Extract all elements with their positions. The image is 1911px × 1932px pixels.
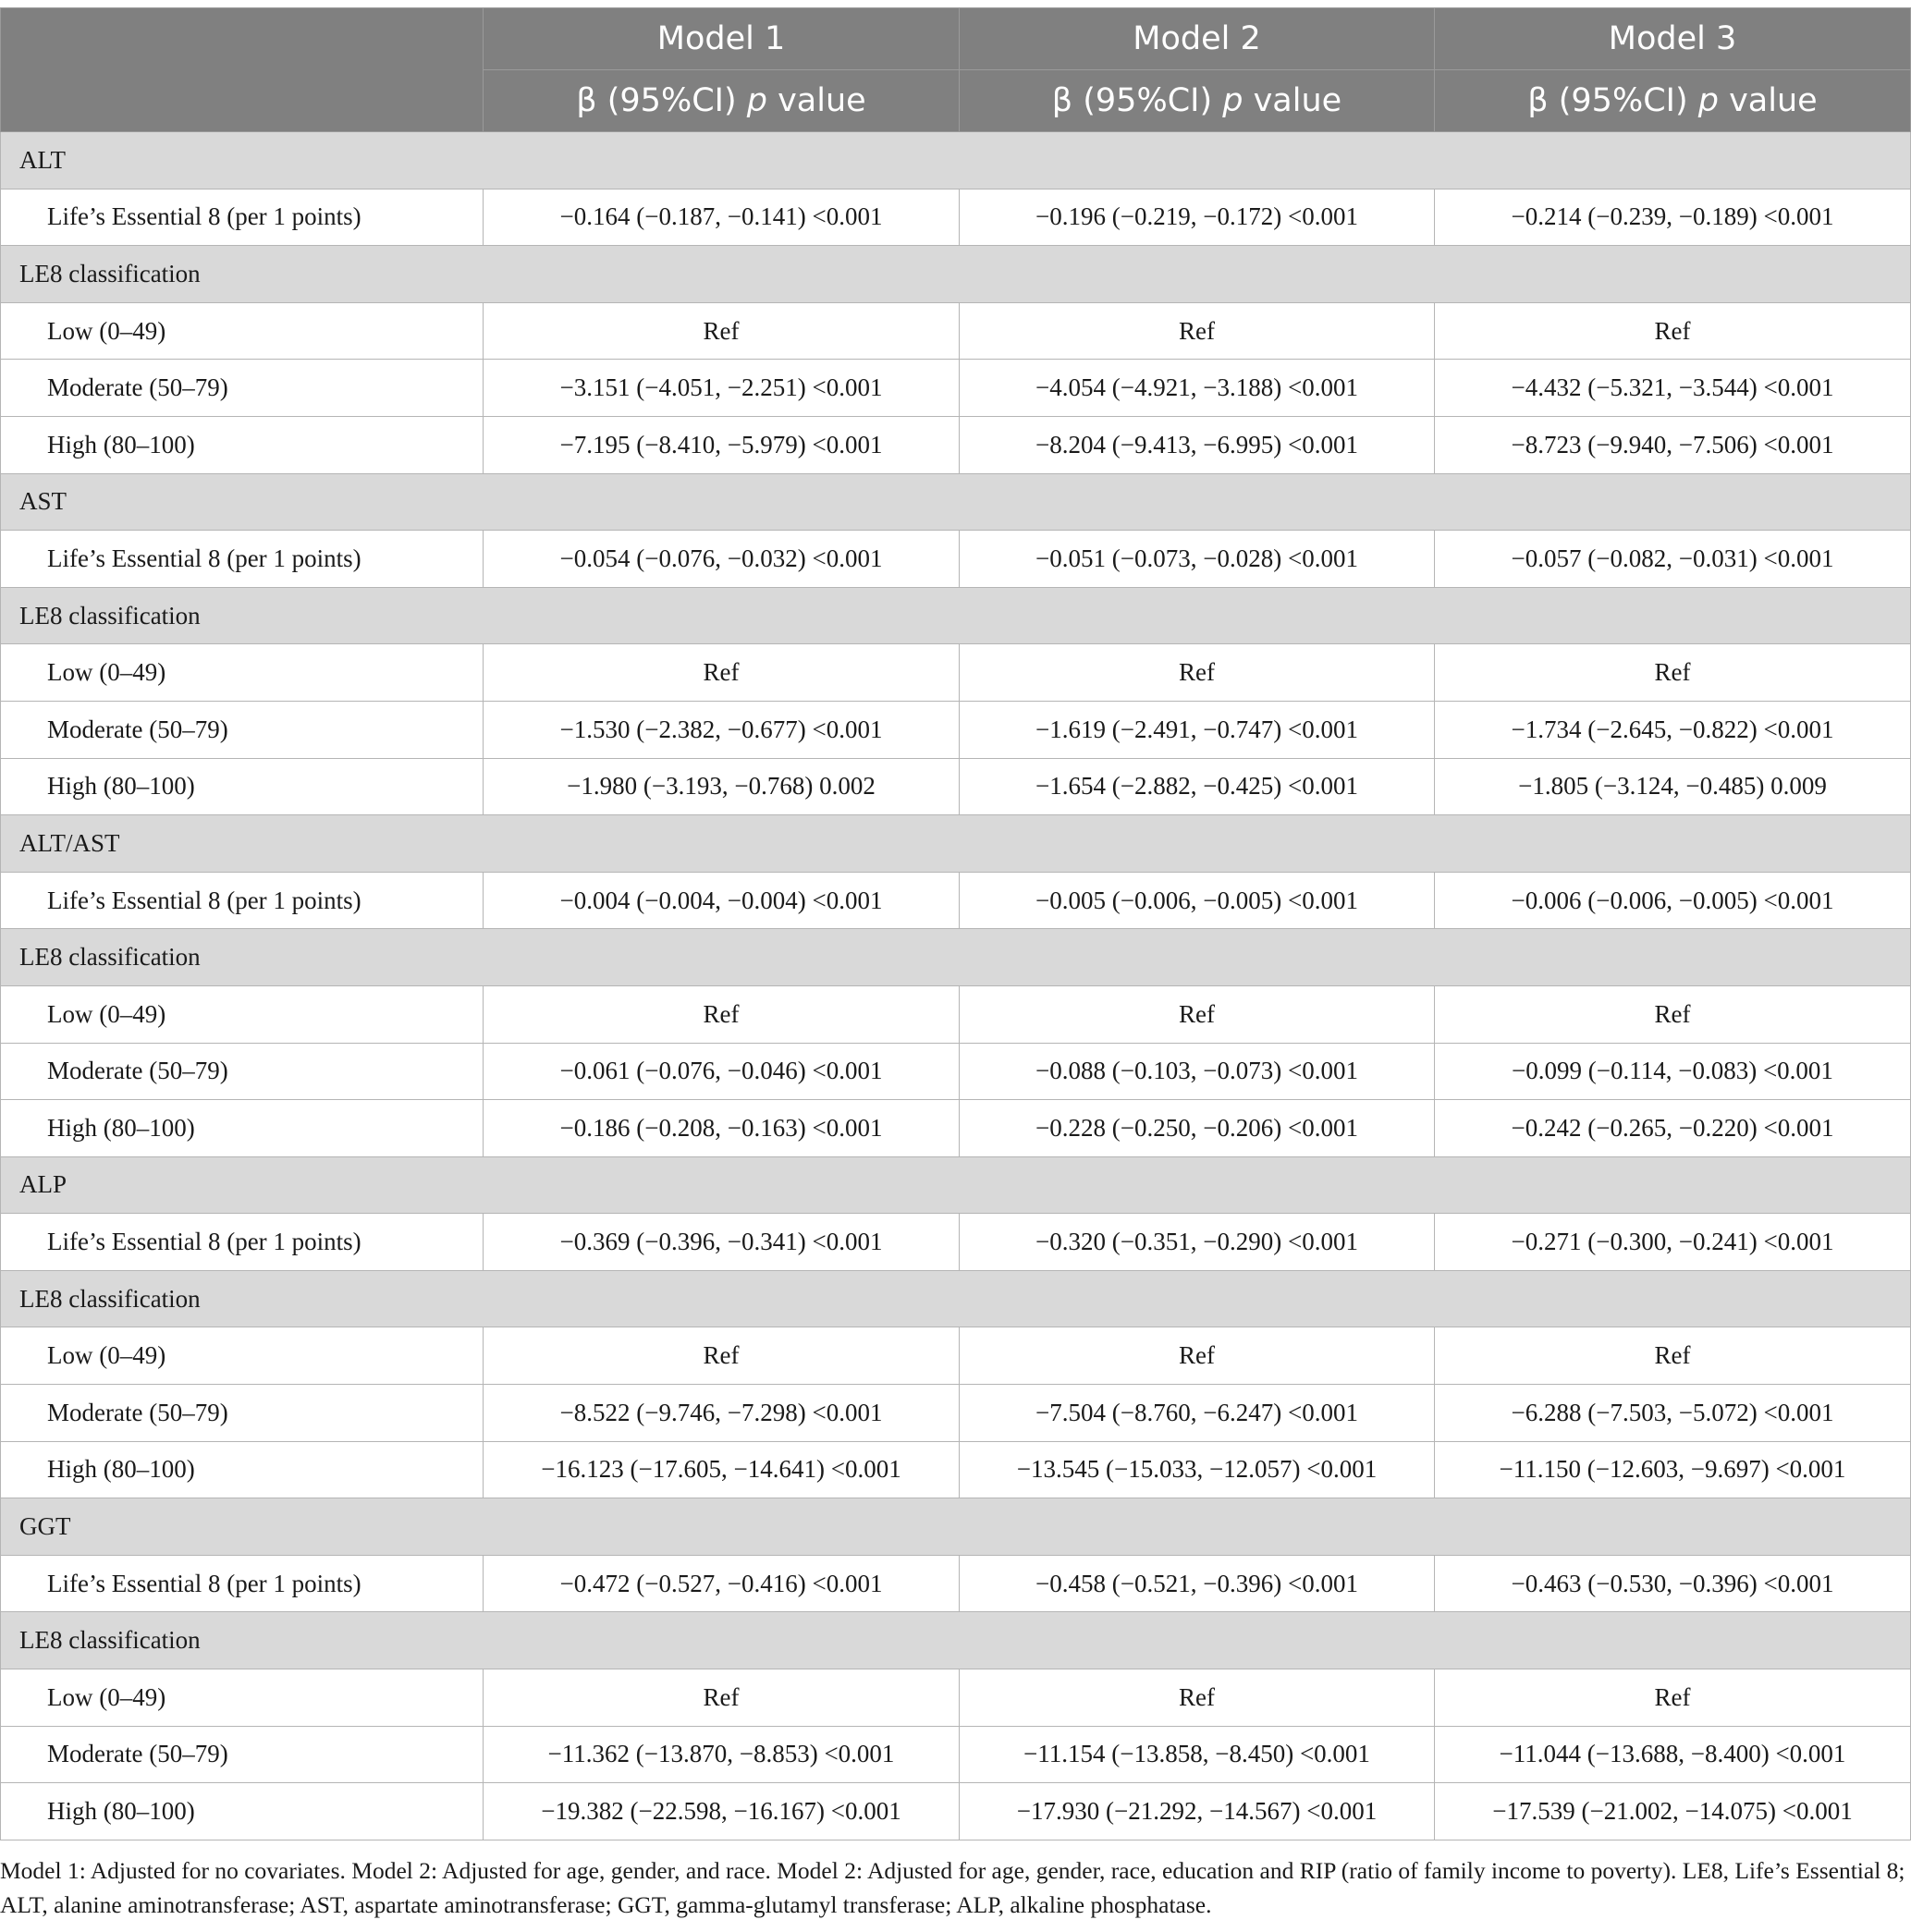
cell-value: Ref	[484, 985, 960, 1043]
row-label: Low (0–49)	[1, 644, 484, 702]
stat-italic-p: p	[1222, 82, 1243, 119]
row-label: Moderate (50–79)	[1, 1385, 484, 1442]
table-row	[1, 1214, 1911, 1271]
section-row	[1, 1156, 1911, 1214]
cell-value: −7.504 (−8.760, −6.247) <0.001	[960, 1385, 1435, 1442]
subsection-row	[1, 1270, 1911, 1327]
cell-value: −0.057 (−0.082, −0.031) <0.001	[1435, 531, 1911, 588]
row-label: Low (0–49)	[1, 1669, 484, 1727]
regression-table	[0, 7, 1911, 1840]
subsection-row	[1, 1612, 1911, 1669]
cell-value: −0.088 (−0.103, −0.073) <0.001	[960, 1043, 1435, 1100]
row-label: Life’s Essential 8 (per 1 points)	[1, 531, 484, 588]
section-title: ALT/AST	[1, 815, 1911, 873]
cell-value: −0.006 (−0.006, −0.005) <0.001	[1435, 872, 1911, 929]
cell-value: −11.154 (−13.858, −8.450) <0.001	[960, 1726, 1435, 1783]
row-label: Low (0–49)	[1, 1327, 484, 1385]
cell-value: Ref	[484, 644, 960, 702]
table-row	[1, 1100, 1911, 1157]
section-title: ALT	[1, 132, 1911, 190]
cell-value: −0.164 (−0.187, −0.141) <0.001	[484, 189, 960, 246]
cell-value: −0.271 (−0.300, −0.241) <0.001	[1435, 1214, 1911, 1271]
row-label: Low (0–49)	[1, 302, 484, 360]
cell-value: −1.734 (−2.645, −0.822) <0.001	[1435, 701, 1911, 758]
cell-value: −0.369 (−0.396, −0.341) <0.001	[484, 1214, 960, 1271]
cell-value: −11.044 (−13.688, −8.400) <0.001	[1435, 1726, 1911, 1783]
table-row	[1, 985, 1911, 1043]
stat-suffix: value	[1243, 82, 1342, 119]
table-row	[1, 701, 1911, 758]
cell-value: −3.151 (−4.051, −2.251) <0.001	[484, 360, 960, 417]
row-label: Moderate (50–79)	[1, 1043, 484, 1100]
subsection-title: LE8 classification	[1, 1270, 1911, 1327]
table-row	[1, 1385, 1911, 1442]
cell-value: −11.150 (−12.603, −9.697) <0.001	[1435, 1441, 1911, 1498]
header-stat-1	[484, 70, 960, 132]
row-label: High (80–100)	[1, 1441, 484, 1498]
cell-value: Ref	[960, 1327, 1435, 1385]
section-title: ALP	[1, 1156, 1911, 1214]
subsection-title: LE8 classification	[1, 929, 1911, 986]
cell-value: −0.463 (−0.530, −0.396) <0.001	[1435, 1555, 1911, 1612]
header-model-3: Model 3	[1435, 8, 1911, 70]
cell-value: −17.539 (−21.002, −14.075) <0.001	[1435, 1783, 1911, 1840]
cell-value: −0.242 (−0.265, −0.220) <0.001	[1435, 1100, 1911, 1157]
cell-value: −11.362 (−13.870, −8.853) <0.001	[484, 1726, 960, 1783]
section-row	[1, 473, 1911, 531]
subsection-title: LE8 classification	[1, 246, 1911, 303]
cell-value: −1.654 (−2.882, −0.425) <0.001	[960, 758, 1435, 815]
subsection-row	[1, 246, 1911, 303]
cell-value: −1.530 (−2.382, −0.677) <0.001	[484, 701, 960, 758]
cell-value: −0.004 (−0.004, −0.004) <0.001	[484, 872, 960, 929]
table-row	[1, 872, 1911, 929]
cell-value: −8.204 (−9.413, −6.995) <0.001	[960, 416, 1435, 473]
cell-value: −6.288 (−7.503, −5.072) <0.001	[1435, 1385, 1911, 1442]
subsection-title: LE8 classification	[1, 587, 1911, 644]
stat-italic-p: p	[1697, 82, 1719, 119]
cell-value: −0.005 (−0.006, −0.005) <0.001	[960, 872, 1435, 929]
row-label: Life’s Essential 8 (per 1 points)	[1, 872, 484, 929]
cell-value: −7.195 (−8.410, −5.979) <0.001	[484, 416, 960, 473]
row-label: Moderate (50–79)	[1, 360, 484, 417]
header-empty-cell	[1, 8, 484, 132]
table-row	[1, 531, 1911, 588]
table-row	[1, 758, 1911, 815]
cell-value: Ref	[960, 644, 1435, 702]
cell-value: Ref	[1435, 302, 1911, 360]
row-label: Life’s Essential 8 (per 1 points)	[1, 1214, 484, 1271]
header-stat-3	[1435, 70, 1911, 132]
section-row	[1, 815, 1911, 873]
cell-value: −0.186 (−0.208, −0.163) <0.001	[484, 1100, 960, 1157]
cell-value: −0.099 (−0.114, −0.083) <0.001	[1435, 1043, 1911, 1100]
header-stat-2	[960, 70, 1435, 132]
row-label: High (80–100)	[1, 1783, 484, 1840]
cell-value: −0.054 (−0.076, −0.032) <0.001	[484, 531, 960, 588]
results-table-container	[0, 7, 1910, 1840]
cell-value: −8.522 (−9.746, −7.298) <0.001	[484, 1385, 960, 1442]
table-row	[1, 1783, 1911, 1840]
cell-value: −0.214 (−0.239, −0.189) <0.001	[1435, 189, 1911, 246]
cell-value: −13.545 (−15.033, −12.057) <0.001	[960, 1441, 1435, 1498]
cell-value: −1.619 (−2.491, −0.747) <0.001	[960, 701, 1435, 758]
row-label: Life’s Essential 8 (per 1 points)	[1, 1555, 484, 1612]
row-label: High (80–100)	[1, 416, 484, 473]
cell-value: Ref	[960, 1669, 1435, 1727]
cell-value: −4.054 (−4.921, −3.188) <0.001	[960, 360, 1435, 417]
cell-value: −16.123 (−17.605, −14.641) <0.001	[484, 1441, 960, 1498]
stat-italic-p: p	[746, 82, 767, 119]
cell-value: −17.930 (−21.292, −14.567) <0.001	[960, 1783, 1435, 1840]
table-row	[1, 360, 1911, 417]
subsection-title: LE8 classification	[1, 1612, 1911, 1669]
stat-prefix: β (95%CI)	[1051, 82, 1223, 119]
table-row	[1, 302, 1911, 360]
table-row	[1, 1327, 1911, 1385]
table-row	[1, 1441, 1911, 1498]
table-row	[1, 1669, 1911, 1727]
row-label: High (80–100)	[1, 1100, 484, 1157]
cell-value: −0.472 (−0.527, −0.416) <0.001	[484, 1555, 960, 1612]
cell-value: Ref	[484, 1327, 960, 1385]
cell-value: Ref	[1435, 1669, 1911, 1727]
cell-value: −0.051 (−0.073, −0.028) <0.001	[960, 531, 1435, 588]
cell-value: −1.980 (−3.193, −0.768) 0.002	[484, 758, 960, 815]
stat-prefix: β (95%CI)	[576, 82, 747, 119]
section-row	[1, 132, 1911, 190]
cell-value: −0.320 (−0.351, −0.290) <0.001	[960, 1214, 1435, 1271]
cell-value: Ref	[1435, 985, 1911, 1043]
cell-value: −8.723 (−9.940, −7.506) <0.001	[1435, 416, 1911, 473]
cell-value: −1.805 (−3.124, −0.485) 0.009	[1435, 758, 1911, 815]
stat-suffix: value	[766, 82, 866, 119]
table-row	[1, 644, 1911, 702]
row-label: Low (0–49)	[1, 985, 484, 1043]
table-row	[1, 416, 1911, 473]
section-title: GGT	[1, 1498, 1911, 1556]
cell-value: −0.228 (−0.250, −0.206) <0.001	[960, 1100, 1435, 1157]
section-row	[1, 1498, 1911, 1556]
cell-value: −0.458 (−0.521, −0.396) <0.001	[960, 1555, 1435, 1612]
cell-value: −19.382 (−22.598, −16.167) <0.001	[484, 1783, 960, 1840]
cell-value: Ref	[484, 1669, 960, 1727]
stat-prefix: β (95%CI)	[1527, 82, 1698, 119]
row-label: High (80–100)	[1, 758, 484, 815]
header-model-2: Model 2	[960, 8, 1435, 70]
header-model-1: Model 1	[484, 8, 960, 70]
table-row	[1, 1555, 1911, 1612]
row-label: Moderate (50–79)	[1, 701, 484, 758]
header-row-models	[1, 8, 1911, 70]
table-row	[1, 189, 1911, 246]
row-label: Moderate (50–79)	[1, 1726, 484, 1783]
section-title: AST	[1, 473, 1911, 531]
subsection-row	[1, 587, 1911, 644]
table-row	[1, 1726, 1911, 1783]
table-footnote: Model 1: Adjusted for no covariates. Model 2: Adjusted for age, gender, and race. Model 2: Adjusted for age, gender, race, education and RIP (ratio of family income to poverty). LE8, Life’s Essential 8; ALT, alanine aminotransferase; AST, aspartate aminotransferase; GGT, gamma-glutamyl transferase; ALP, alkaline phosphatase.	[0, 1857, 1905, 1918]
cell-value: Ref	[484, 302, 960, 360]
cell-value: −0.061 (−0.076, −0.046) <0.001	[484, 1043, 960, 1100]
row-label: Life’s Essential 8 (per 1 points)	[1, 189, 484, 246]
table-row	[1, 1043, 1911, 1100]
cell-value: −0.196 (−0.219, −0.172) <0.001	[960, 189, 1435, 246]
cell-value: Ref	[1435, 644, 1911, 702]
cell-value: −4.432 (−5.321, −3.544) <0.001	[1435, 360, 1911, 417]
cell-value: Ref	[960, 302, 1435, 360]
cell-value: Ref	[1435, 1327, 1911, 1385]
cell-value: Ref	[960, 985, 1435, 1043]
table-body	[1, 132, 1911, 1840]
table-header	[1, 8, 1911, 132]
subsection-row	[1, 929, 1911, 986]
stat-suffix: value	[1718, 82, 1818, 119]
